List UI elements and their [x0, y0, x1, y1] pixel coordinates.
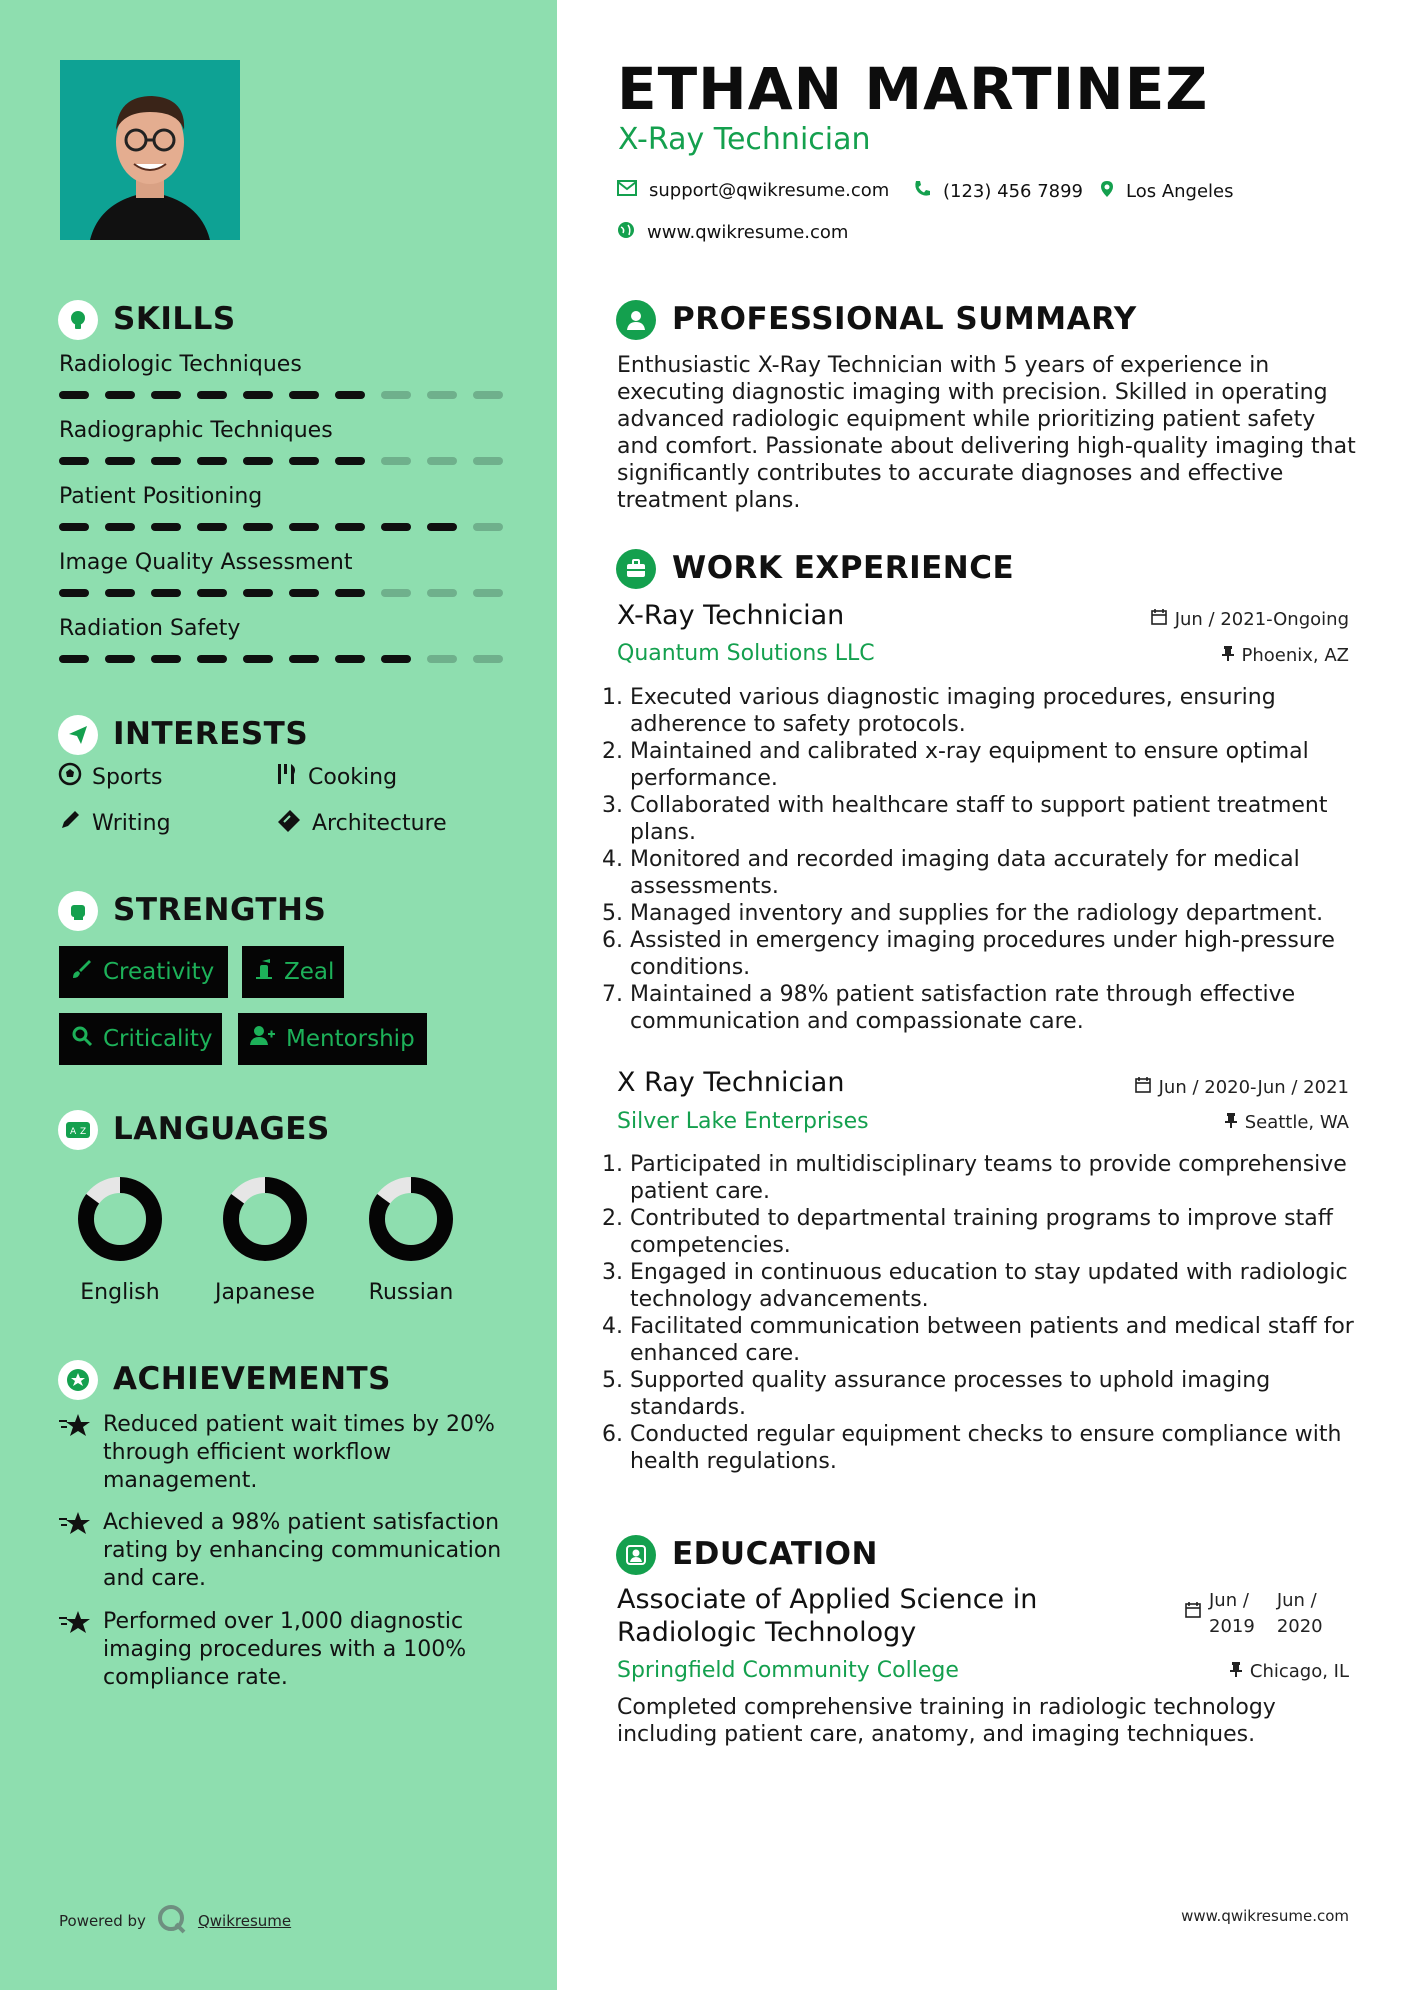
skill-level-segment	[427, 655, 457, 663]
star-icon	[59, 1509, 91, 1593]
skill-level-segment	[197, 523, 227, 531]
job-duties	[612, 1151, 1357, 1475]
skill-level-segment	[243, 457, 273, 465]
skill-label: Patient Positioning	[59, 484, 263, 509]
education-text: Completed comprehensive training in radiologic technology including patient care, anatomy, and imaging techniques.	[617, 1695, 1276, 1747]
summary-title: PROFESSIONAL SUMMARY	[672, 301, 1137, 337]
achievements-title: ACHIEVEMENTS	[113, 1361, 392, 1397]
degree-title	[617, 1583, 1037, 1649]
interest-cooking	[276, 762, 397, 792]
duty-item: 4. Facilitated communication between patients and medical staff for enhanced care.	[630, 1313, 1357, 1367]
star-icon	[59, 1411, 91, 1495]
duty-item: 6. Conducted regular equipment checks to ensure compliance with health regulations.	[630, 1421, 1357, 1475]
duty-item: 5. Supported quality assurance processes to uphold imaging standards.	[630, 1367, 1357, 1421]
duty-item: 2. Maintained and calibrated x-ray equipment to ensure optimal performance.	[630, 738, 1357, 792]
language-label: Russian	[368, 1280, 454, 1305]
location-text: Los Angeles	[1126, 181, 1234, 202]
skill-level-segment	[381, 523, 411, 531]
skill-level-segment	[151, 523, 181, 531]
pushpin-icon	[1230, 1661, 1242, 1682]
duty-item: 1. Executed various diagnostic imaging procedures, ensuring adherence to safety protocols.	[630, 684, 1357, 738]
calendar-icon	[1185, 1588, 1201, 1640]
education-start	[1209, 1588, 1255, 1640]
svg-text:A: A	[70, 1127, 77, 1137]
strength-chip-criticality	[59, 1013, 222, 1065]
skill-level-segment	[335, 457, 365, 465]
skill-label: Radiation Safety	[59, 616, 241, 641]
skill-level-segment	[473, 589, 503, 597]
star-badge-icon	[58, 1360, 98, 1400]
language-donut	[215, 1169, 315, 1269]
job-date	[1151, 609, 1349, 630]
interest-writing	[58, 808, 171, 838]
fist-icon	[58, 891, 98, 931]
job-title: X Ray Technician	[617, 1067, 845, 1098]
paper-plane-icon	[58, 715, 98, 755]
candidate-role: X-Ray Technician	[618, 122, 871, 157]
job-duties	[612, 684, 1357, 1035]
interest-label: Architecture	[312, 810, 447, 836]
utensils-icon	[276, 762, 298, 792]
graduate-icon	[616, 1535, 656, 1575]
skill-level-segment	[59, 391, 89, 399]
achievement-text: Achieved a 98% patient satisfaction rating by enhancing communication and care.	[103, 1510, 502, 1591]
skill-level-segment	[151, 457, 181, 465]
skill-level-segment	[243, 655, 273, 663]
map-pin-icon	[1100, 180, 1114, 203]
skill-level-segment	[105, 523, 135, 531]
skill-level-segment	[473, 457, 503, 465]
job-location-text: Seattle, WA	[1244, 1112, 1349, 1133]
duty-item: 1. Participated in multidisciplinary teams to provide comprehensive patient care.	[630, 1151, 1357, 1205]
duty-item: 3. Engaged in continuous education to stay updated with radiologic technology advancements.	[630, 1259, 1357, 1313]
skill-level-segment	[59, 655, 89, 663]
skill-level-segment	[243, 391, 273, 399]
search-icon	[71, 1025, 93, 1053]
skill-level-segment	[105, 589, 135, 597]
duty-item: 4. Monitored and recorded imaging data accurately for medical assessments.	[630, 846, 1357, 900]
footer-website[interactable]: www.qwikresume.com	[1181, 1907, 1349, 1925]
job-date	[1135, 1077, 1349, 1098]
education-start-year: 2019	[1209, 1616, 1255, 1637]
skill-label: Image Quality Assessment	[59, 550, 353, 575]
job-company: Quantum Solutions LLC	[617, 641, 875, 666]
phone-text[interactable]: (123) 456 7899	[943, 181, 1084, 202]
job-location	[1222, 645, 1350, 666]
skill-level-segment	[381, 391, 411, 399]
achievement-text: Reduced patient wait times by 20% through efficient workflow management.	[103, 1412, 495, 1493]
language-label: English	[80, 1280, 160, 1305]
skill-level-segment	[243, 589, 273, 597]
skill-level-bar	[59, 655, 503, 663]
skill-level-segment	[243, 523, 273, 531]
skills-title: SKILLS	[113, 301, 236, 337]
achievement-item	[59, 1608, 513, 1692]
calendar-icon	[1151, 609, 1167, 630]
skill-level-segment	[289, 655, 319, 663]
skill-level-segment	[427, 523, 457, 531]
education-end-year: 2020	[1276, 1616, 1323, 1637]
skill-level-segment	[335, 589, 365, 597]
duty-item: 3. Collaborated with healthcare staff to support patient treatment plans.	[630, 792, 1357, 846]
skill-level-segment	[289, 457, 319, 465]
briefcase-icon	[616, 549, 656, 589]
skill-level-segment	[105, 655, 135, 663]
skill-level-segment	[335, 391, 365, 399]
skill-level-bar	[59, 391, 503, 399]
achievement-item	[59, 1509, 513, 1593]
duty-item: 7. Maintained a 98% patient satisfaction rate through effective communication and compassionate care.	[630, 981, 1357, 1035]
powered-by-label: Powered by	[59, 1912, 146, 1930]
skill-level-segment	[197, 391, 227, 399]
skill-level-segment	[427, 457, 457, 465]
skill-level-segment	[381, 589, 411, 597]
contact-location	[1100, 180, 1234, 203]
interest-sports	[58, 762, 163, 792]
interests-title: INTERESTS	[113, 716, 309, 752]
job-location	[1225, 1112, 1349, 1133]
interest-label: Writing	[92, 810, 171, 836]
skill-level-segment	[151, 589, 181, 597]
envelope-icon	[617, 180, 637, 201]
calendar-icon	[1135, 1077, 1151, 1098]
language-donut	[361, 1169, 461, 1269]
duty-item: 2. Contributed to departmental training programs to improve staff competencies.	[630, 1205, 1357, 1259]
achievement-item	[59, 1411, 513, 1495]
user-circle-icon	[616, 300, 656, 340]
skill-level-segment	[151, 655, 181, 663]
email-text[interactable]: support@qwikresume.com	[649, 180, 890, 201]
skill-level-segment	[289, 391, 319, 399]
strength-label: Zeal	[284, 959, 335, 985]
qwikresume-link[interactable]: Qwikresume	[197, 1912, 292, 1930]
language-donut	[70, 1169, 170, 1269]
strength-label: Criticality	[103, 1026, 213, 1052]
job-location-text: Phoenix, AZ	[1241, 645, 1349, 666]
skill-level-bar	[59, 523, 503, 531]
skill-label: Radiographic Techniques	[59, 418, 333, 443]
skill-level-segment	[105, 457, 135, 465]
skill-level-segment	[59, 523, 89, 531]
education-start-month: Jun /	[1209, 1590, 1249, 1611]
skill-level-segment	[59, 589, 89, 597]
user-plus-icon	[250, 1025, 276, 1053]
strengths-title: STRENGTHS	[113, 892, 327, 928]
strength-label: Mentorship	[286, 1026, 415, 1052]
sidebar	[0, 0, 557, 1990]
job-date-text: Jun / 2020-Jun / 2021	[1158, 1077, 1349, 1098]
phone-icon	[913, 180, 931, 203]
skill-level-segment	[289, 589, 319, 597]
svg-text:Z: Z	[80, 1127, 87, 1137]
skill-level-segment	[473, 655, 503, 663]
fire-extinguisher-icon	[254, 958, 274, 986]
duty-item: 6. Assisted in emergency imaging procedures under high-pressure conditions.	[630, 927, 1357, 981]
skill-level-bar	[59, 457, 503, 465]
degree-line-2: Radiologic Technology	[617, 1617, 917, 1648]
skill-label: Radiologic Techniques	[59, 352, 302, 377]
education-dates	[1185, 1588, 1323, 1640]
skill-level-segment	[197, 589, 227, 597]
pencil-icon	[58, 808, 82, 838]
job-date-text: Jun / 2021-Ongoing	[1174, 609, 1349, 630]
website-text[interactable]: www.qwikresume.com	[647, 222, 849, 243]
skill-level-segment	[335, 655, 365, 663]
contact-email	[617, 180, 889, 201]
strength-chip-creativity	[59, 946, 228, 998]
degree-line-1: Associate of Applied Science in	[617, 1584, 1038, 1615]
skill-level-segment	[105, 391, 135, 399]
pushpin-icon	[1222, 645, 1234, 666]
skill-level-segment	[427, 589, 457, 597]
skill-level-segment	[59, 457, 89, 465]
skill-level-segment	[473, 391, 503, 399]
pushpin-icon	[1225, 1112, 1237, 1133]
bulb-icon	[58, 300, 98, 340]
education-location	[1230, 1661, 1349, 1682]
education-title: EDUCATION	[672, 1536, 878, 1572]
education-school: Springfield Community College	[617, 1658, 959, 1683]
qwikresume-logo-icon	[156, 1904, 188, 1938]
contact-phone	[913, 180, 1083, 203]
education-location-text: Chicago, IL	[1249, 1661, 1349, 1682]
strength-label: Creativity	[103, 959, 215, 985]
skill-level-segment	[335, 523, 365, 531]
summary-text: Enthusiastic X-Ray Technician with 5 years of experience in executing diagnostic imaging with precision. Skilled in operating advanced radiologic equipment while prioritizing patient safety and comfort. Passionate about delivering high-quality imaging that significantly contributes to accurate diagnoses and effective treatment plans.	[617, 353, 1356, 513]
candidate-name: ETHAN MARTINEZ	[617, 55, 1209, 123]
brush-icon	[71, 958, 93, 986]
skill-level-bar	[59, 589, 503, 597]
contact-website	[617, 221, 848, 244]
skill-level-segment	[197, 655, 227, 663]
soccer-ball-icon	[58, 762, 82, 792]
skill-level-segment	[151, 391, 181, 399]
skill-level-segment	[473, 523, 503, 531]
profile-photo	[60, 60, 240, 240]
language-label: Japanese	[215, 1280, 315, 1305]
job-company: Silver Lake Enterprises	[617, 1109, 869, 1134]
interest-architecture	[276, 808, 447, 838]
powered-by	[59, 1904, 291, 1938]
strength-chip-zeal	[242, 946, 344, 998]
job-title: X-Ray Technician	[617, 600, 845, 631]
globe-icon	[617, 221, 635, 244]
languages-title: LANGUAGES	[113, 1111, 330, 1147]
education-end	[1277, 1588, 1323, 1640]
skill-level-segment	[427, 391, 457, 399]
skill-level-segment	[289, 523, 319, 531]
translate-icon	[58, 1110, 98, 1150]
ruler-pencil-icon	[276, 808, 302, 838]
star-icon	[59, 1608, 91, 1692]
strength-chip-mentorship	[238, 1013, 427, 1065]
achievement-text: Performed over 1,000 diagnostic imaging procedures with a 100% compliance rate.	[103, 1609, 467, 1690]
skill-level-segment	[381, 457, 411, 465]
interest-label: Cooking	[308, 764, 398, 790]
education-end-month: Jun /	[1276, 1590, 1317, 1611]
experience-title: WORK EXPERIENCE	[672, 550, 1015, 586]
skill-level-segment	[197, 457, 227, 465]
interest-label: Sports	[92, 764, 163, 790]
skill-level-segment	[381, 655, 411, 663]
duty-item: 5. Managed inventory and supplies for the radiology department.	[630, 900, 1357, 927]
